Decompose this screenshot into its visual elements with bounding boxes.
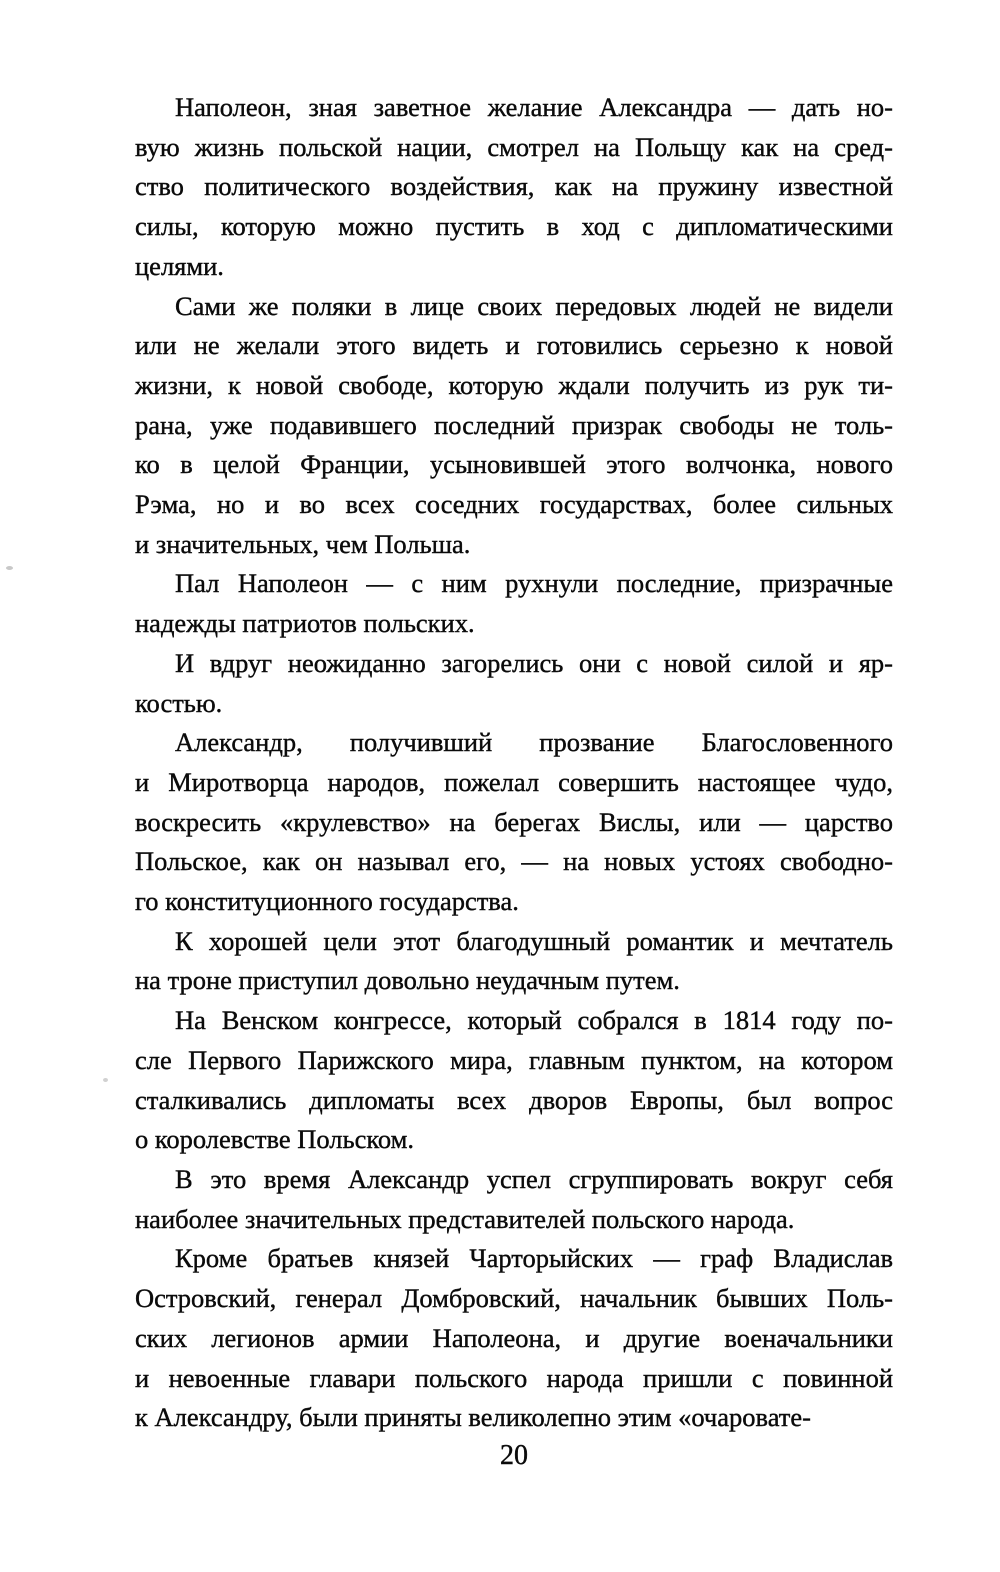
text-line: костью.	[135, 687, 223, 718]
text-line: вую жизнь польской нации, смотрел на Польщу как на сред-	[135, 131, 893, 162]
text-line: и невоенные главари польского народа пришли с повинной	[135, 1362, 893, 1393]
text-line: ских легионов армии Наполеона, и другие военачальники	[135, 1322, 893, 1353]
text-line: сле Первого Парижского мира, главным пунктом, на котором	[135, 1044, 893, 1075]
text-line: рана, уже подавившего последний призрак свободы не толь-	[135, 409, 893, 440]
text-line: целями.	[135, 250, 224, 281]
text-line: Рэма, но и во всех соседних государствах, более сильных	[135, 489, 893, 520]
text-line: и Миротворца народов, пожелал совершить настоящее чудо,	[135, 766, 893, 797]
text-line: наиболее значительных представителей польского народа.	[135, 1203, 795, 1234]
text-line: на троне приступил довольно неудачным путем.	[135, 965, 680, 996]
text-line: жизни, к новой свободе, которую ждали получить из рук ти-	[135, 369, 893, 400]
text-line: к Александру, были приняты великолепно этим «очаровате-	[135, 1402, 811, 1433]
text-line: На Венском конгрессе, который собрался в 1814 году по-	[175, 1005, 893, 1036]
text-line: Польское, как он называл его, — на новых устоях свободно-	[135, 846, 893, 877]
text-line: ство политического воздействия, как на пружину известной	[135, 171, 893, 202]
text-line: Сами же поляки в лице своих передовых людей не видели	[175, 290, 893, 321]
text-line: Александр, получивший прозвание Благословенного	[175, 727, 893, 758]
text-line: Кроме братьев князей Чарторыйских — граф Владислав	[175, 1243, 893, 1274]
text-line: и значительных, чем Польша.	[135, 528, 471, 559]
text-line: воскресить «крулевство» на берегах Вислы, или — царство	[135, 806, 893, 837]
text-line: Наполеон, зная заветное желание Александра — дать но-	[175, 92, 893, 122]
text-line: или не желали этого видеть и готовились серьезно к новой	[135, 330, 893, 361]
text-block	[135, 88, 893, 1438]
text-line: В это время Александр успел сгруппировать вокруг себя	[175, 1163, 893, 1194]
text-line: надежды патриотов польских.	[135, 608, 475, 639]
text-line: го конституционного государства.	[135, 886, 519, 917]
text-line: о королевстве Польском.	[135, 1124, 415, 1155]
text-line: И вдруг неожиданно загорелись они с новой силой и яр-	[175, 647, 893, 678]
text-line: ко в целой Франции, усыновившей этого волчонка, нового	[135, 449, 893, 480]
scan-speck	[6, 566, 13, 570]
text-line: Пал Наполеон — с ним рухнули последние, призрачные	[175, 568, 893, 599]
text-line: Островский, генерал Домбровский, начальник бывших Поль-	[135, 1283, 893, 1314]
scan-speck	[103, 1078, 108, 1082]
text-line: К хорошей цели этот благодушный романтик и мечтатель	[175, 925, 893, 956]
text-line: сталкивались дипломаты всех дворов Европы, был вопрос	[135, 1084, 893, 1115]
text-line: силы, которую можно пустить в ход с дипломатическими	[135, 211, 893, 242]
page-number: 20	[500, 1440, 528, 1471]
